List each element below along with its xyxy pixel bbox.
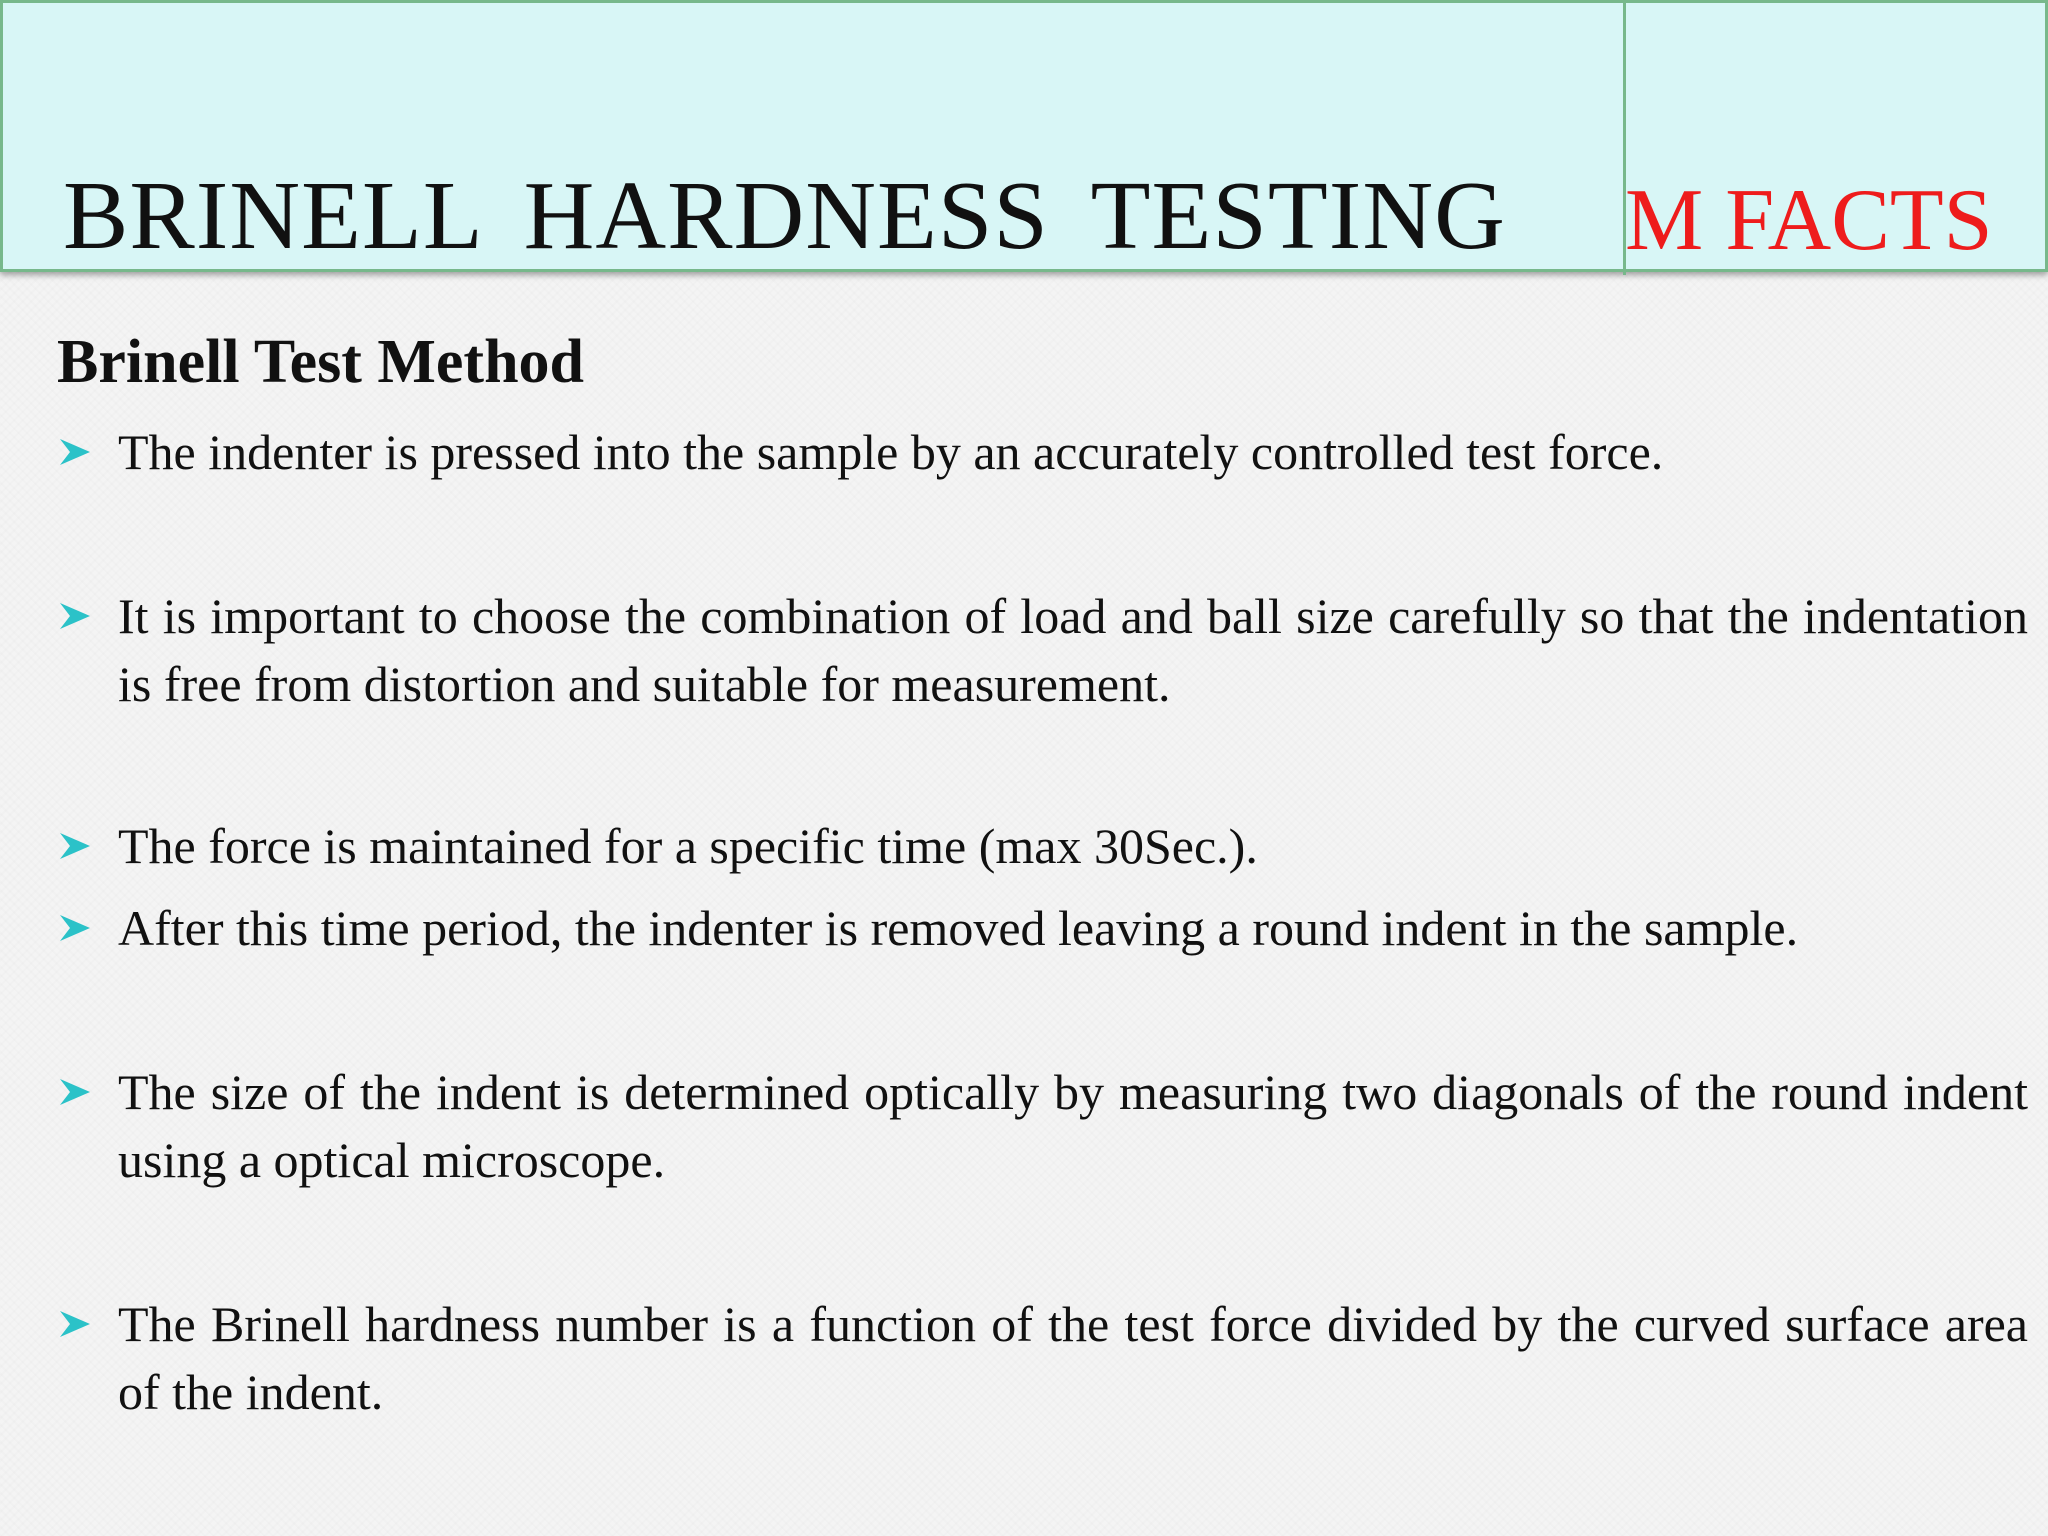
bullet-item <box>58 1290 2028 1426</box>
bullet-text: It is important to choose the combination of load and ball size carefully so that the indentation is free from distortion and suitable for measurement. <box>118 588 2028 712</box>
arrow-bullet-icon <box>58 894 118 962</box>
arrow-bullet-icon <box>58 812 118 880</box>
bullet-text: After this time period, the indenter is removed leaving a round indent in the sample. <box>118 900 1799 956</box>
bullet-text: The force is maintained for a specific time (max 30Sec.). <box>118 818 1258 874</box>
bullet-item <box>58 418 2028 486</box>
slide-title: BRINELL HARDNESS TESTING <box>63 162 1506 270</box>
bullet-item <box>58 582 2028 718</box>
bullet-item <box>58 894 2028 962</box>
bullet-item <box>58 812 2028 880</box>
arrow-bullet-icon <box>58 1290 118 1358</box>
arrow-bullet-icon <box>58 582 118 650</box>
arrow-bullet-icon <box>58 418 118 486</box>
bullet-item <box>58 1058 2028 1194</box>
title-bar <box>0 0 2048 272</box>
brand-label: M FACTS <box>1625 172 1993 269</box>
section-heading: Brinell Test Method <box>57 328 585 396</box>
bullet-text: The indenter is pressed into the sample by an accurately controlled test force. <box>118 424 1664 480</box>
bullet-text: The size of the indent is determined optically by measuring two diagonals of the round indent using a optical microscope. <box>118 1064 2028 1188</box>
bullet-text: The Brinell hardness number is a function of the test force divided by the curved surface area of the indent. <box>118 1296 2028 1420</box>
arrow-bullet-icon <box>58 1058 118 1126</box>
